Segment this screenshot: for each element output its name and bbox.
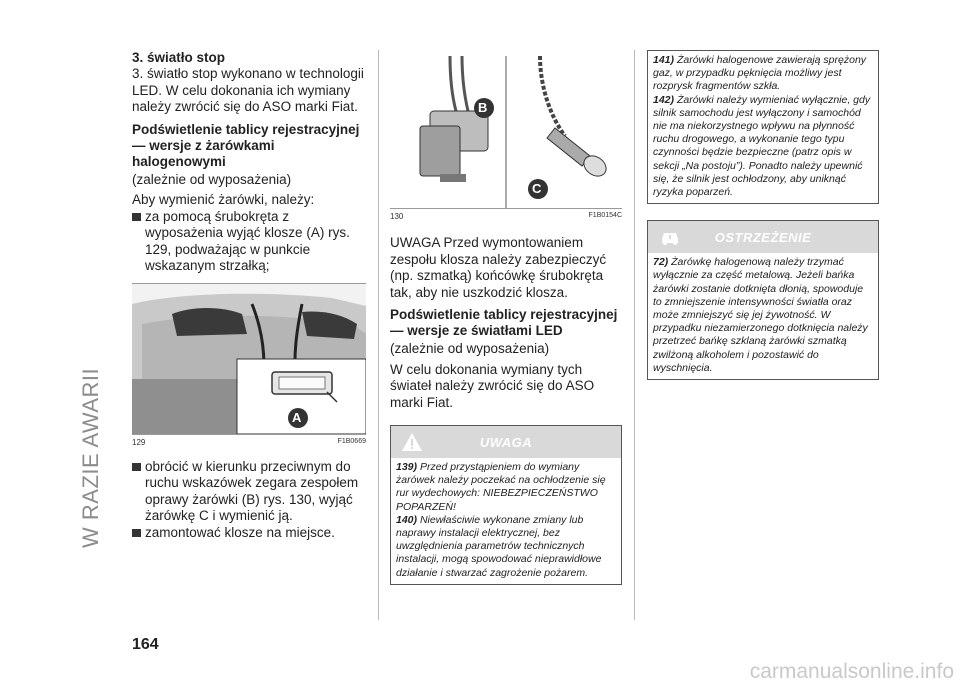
attention-notes-continued: [648, 51, 878, 203]
bulb-holder-illustration: [390, 56, 622, 208]
caution-text: UWAGA Przed wymontowaniem zespołu klosza należy zabezpieczyć (np. szmatką) końcówkę śrubokręta tak, aby nie uszkodzić klosza.: [390, 235, 607, 300]
bullet-icon: [132, 529, 141, 537]
bullet-icon: [132, 213, 141, 221]
brake-light-text: 3. światło stop wykonano w technologii LED. W celu dokonania ich wymiany należy zwrócić się do ASO marki Fiat.: [132, 66, 364, 114]
note-140: [396, 514, 616, 580]
heading-plate-light-led: Podświetlenie tablicy rejestracyjnej — wersje ze światłami LED: [390, 307, 618, 338]
equipment-note: (zależnie od wyposażenia): [390, 341, 550, 356]
column-divider-2: [634, 50, 635, 620]
attention-box-continued: [647, 50, 879, 204]
step-remove-lens: [132, 209, 366, 275]
note-141: [653, 54, 873, 94]
attention-box: [390, 425, 622, 585]
figure-129: [132, 283, 366, 435]
step-text: zamontować klosze na miejsce.: [145, 524, 335, 540]
column-2: [390, 56, 622, 585]
note-72: [653, 256, 873, 375]
heading-plate-light-halogen: Podświetlenie tablicy rejestracyjnej — wersje z żarówkami halogenowymi: [132, 121, 360, 169]
note-142: [653, 94, 873, 200]
column-3: [647, 50, 879, 380]
section-side-title-text: W RAZIE AWARII: [78, 367, 103, 548]
equipment-note: (zależnie od wyposażenia): [132, 171, 292, 187]
note-number: 142): [653, 93, 675, 106]
step-refit-lens: [132, 525, 366, 542]
warning-notes: [648, 253, 878, 379]
note-number: 139): [396, 461, 418, 473]
step-text: za pomocą śrubokręta z wyposażenia wyjąć klosze (A) rys. 129, podważając w punkcie wskazanym strzałką;: [145, 208, 350, 273]
instruction-intro: Aby wymienić żarówki, należy:: [132, 192, 315, 207]
note-text: Żarówkę halogenową należy trzymać wyłącznie za część metalową. Jeżeli bańka żarówki zostanie dotknięta dłonią, spowoduje to zmniejszenie intensywności światła oraz może zmniejszyć się jej żywotność. W przypadku niezamierzonego dotknięcia należy przetrzeć bańkę szklaną żarówki szmatką zwilżoną alkoholem i pozostawić do wyschnięcia.: [653, 256, 868, 374]
step-text: obrócić w kierunku przeciwnym do ruchu wskazówek zegara zespołem oprawy żarówki (B) rys. 130, wyjąć żarówkę C i wymienić ją.: [145, 458, 359, 523]
figure-number: 129: [132, 437, 146, 447]
warning-box-title: OSTRZEŻENIE: [714, 230, 812, 246]
figure-130: [390, 56, 622, 209]
attention-box-header: [391, 426, 621, 458]
figure-number: 130: [390, 212, 404, 221]
figure-label-a: A: [292, 409, 302, 425]
bullet-icon: [132, 463, 141, 471]
attention-notes: [391, 458, 621, 584]
section-side-title: [78, 48, 103, 548]
column-1: [132, 50, 366, 541]
figure-label-c: C: [532, 181, 542, 196]
note-text: Żarówki halogenowe zawierają sprężony gaz, w przypadku pęknięcia możliwy jest rozprysk fragmentów szkła.: [653, 54, 867, 93]
figure-code: F1B0154C: [588, 212, 622, 219]
attention-box-title: UWAGA: [479, 435, 533, 450]
warning-box: [647, 220, 879, 380]
heading-brake-light: 3. światło stop: [132, 50, 226, 65]
watermark: carmanualsonline.info: [749, 660, 954, 683]
led-service-text: W celu dokonania wymiany tych świateł należy zwrócić się do ASO marki Fiat.: [390, 361, 595, 410]
figure-label-b: B: [478, 100, 488, 115]
step-rotate-holder: [132, 459, 366, 525]
warning-box-header: [648, 221, 878, 253]
car-rear-illustration: [132, 284, 366, 434]
column-divider-1: [378, 50, 379, 620]
figure-code: F1B0669: [337, 437, 366, 445]
note-number: 72): [653, 256, 669, 269]
figure-129-caption: [132, 438, 366, 447]
note-number: 140): [396, 513, 418, 526]
note-139: [396, 461, 616, 514]
page-number: 164: [132, 636, 159, 653]
note-text: Niewłaściwie wykonane zmiany lub naprawy instalacji elektrycznej, bez uwzględnienia parametrów technicznych instalacji, mogą spowodować nieprawidłowe działanie i stwarzać zagrożenie pożarem.: [396, 513, 602, 579]
note-text: Przed przystąpieniem do wymiany żarówek należy poczekać na ochłodzenie się rur wydechowych: NIEBEZPIECZEŃSTWO POPARZEŃ!: [396, 461, 606, 513]
figure-130-caption: [390, 212, 622, 221]
note-number: 141): [653, 54, 675, 66]
note-text: Żarówki należy wymieniać wyłącznie, gdy silnik samochodu jest wyłączony i samochód nie ma niekorzystnego wpływu na płynność ruchu drogowego, a wykonanie tego typu czynności będzie bezpieczne (patrz opis w sekcji „Na postoju”). Ponadto należy upewnić się, że silnik jest ochłodzony, aby uniknąć ryzyka poparzeń.: [653, 93, 871, 199]
